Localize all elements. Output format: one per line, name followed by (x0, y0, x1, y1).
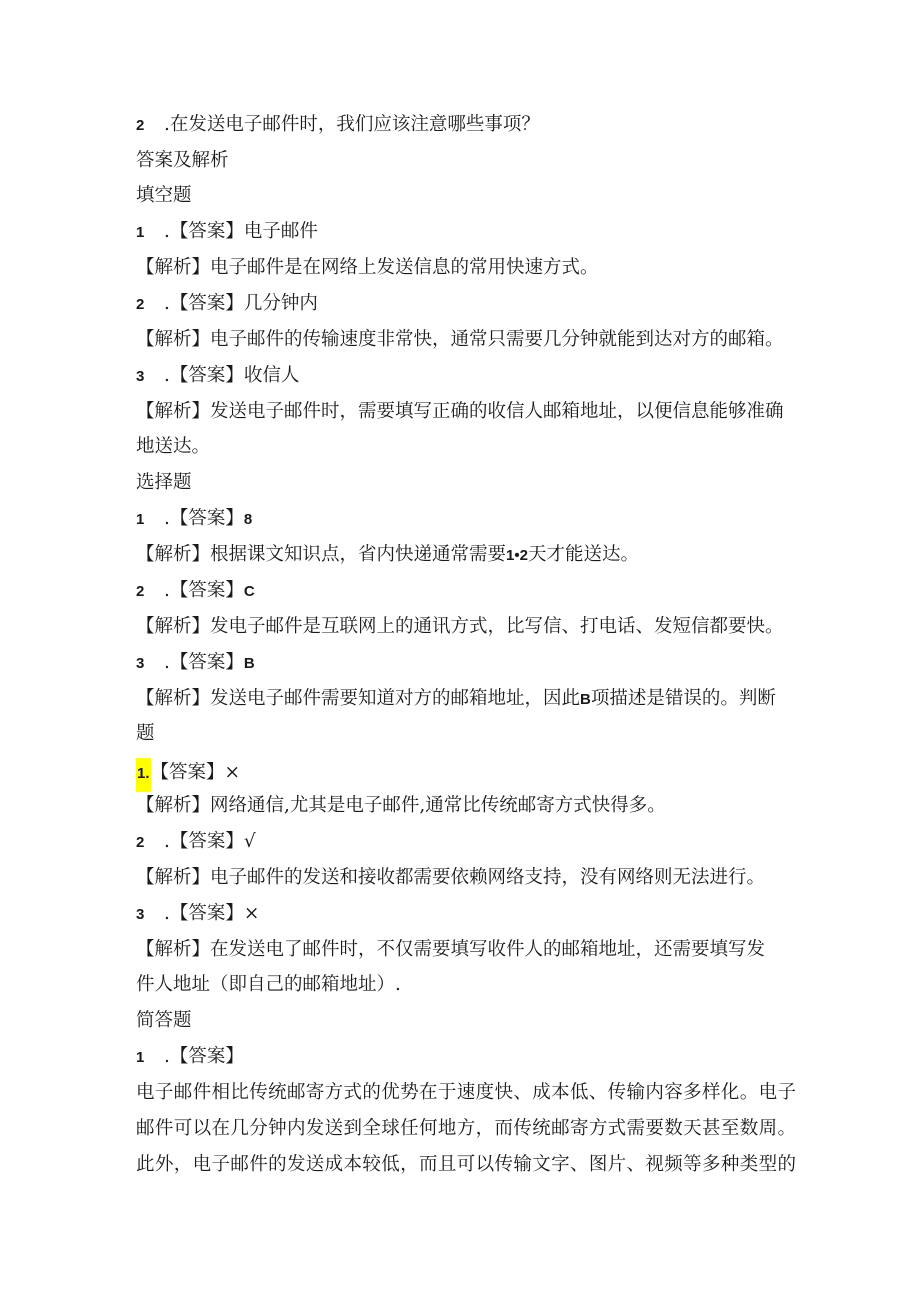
question-2 (136, 113, 796, 138)
answer-text: .【答案】收信人 (164, 365, 300, 386)
fill-analysis-2: 【解析】电子邮件的传输速度非常快，通常只需要几分钟就能到达对方的邮箱。 (136, 329, 784, 350)
choice-analysis-3-line-1 (136, 687, 796, 712)
judge-analysis-3-line-2: 件人地址（即自己的邮箱地址）. (136, 974, 401, 995)
choice-section-heading: 选择题 (136, 472, 192, 493)
short-answer-body-line-1: 电子邮件相比传统邮寄方式的优势在于速度快、成本低、传输内容多样化。电子 (136, 1082, 796, 1103)
question-number: 2 (136, 117, 145, 134)
answers-heading: 答案及解析 (136, 150, 229, 171)
answer-text: .【答案】电子邮件 (164, 221, 318, 242)
item-number: 2 (136, 583, 145, 600)
judge-analysis-1: 【解析】网络通信,尤其是电子邮件,通常比传统邮寄方式快得多。 (136, 795, 666, 816)
judge-answer-2 (136, 830, 796, 855)
fill-answer-3 (136, 364, 796, 389)
choice-analysis-2: 【解析】发电子邮件是互联网上的通讯方式，比写信、打电话、发短信都要快。 (136, 616, 784, 637)
answer-letter: C (243, 583, 255, 600)
analysis-letter: B (580, 691, 591, 708)
judge-answer-3 (136, 902, 796, 927)
item-number: 3 (136, 906, 145, 923)
fill-answer-1 (136, 220, 796, 245)
fill-analysis-3-line-1: 【解析】发送电子邮件时，需要填写正确的收信人邮箱地址，以便信息能够准确 (136, 401, 784, 422)
choice-answer-2 (136, 579, 796, 604)
item-number: 1 (136, 1049, 145, 1066)
answer-letter: B (243, 655, 255, 672)
analysis-text-a: 【解析】根据课文知识点，省内快递通常需要 (136, 544, 507, 565)
question-text: .在发送电子邮件时，我们应该注意哪些事项？ (164, 114, 540, 135)
answer-prefix: .【答案】 (164, 652, 244, 673)
analysis-number: 1•2 (506, 547, 528, 564)
judge-answer-1 (136, 758, 796, 792)
short-answer-body-line-2: 邮件可以在几分钟内发送到全球任何地方，而传统邮寄方式需要数天甚至数周。 (136, 1118, 796, 1139)
item-number: 2 (136, 296, 145, 313)
answer-text: 【答案】× (150, 762, 241, 783)
answer-prefix: .【答案】 (164, 508, 244, 529)
fill-answer-2 (136, 292, 796, 317)
short-answer-body-line-3: 此外，电子邮件的发送成本较低，而且可以传输文字、图片、视频等多种类型的 (136, 1154, 796, 1175)
answer-text: .【答案】× (164, 903, 260, 924)
judge-analysis-2: 【解析】电子邮件的发送和接收都需要依赖网络支持，没有网络则无法进行。 (136, 867, 766, 888)
fill-section-heading: 填空题 (136, 185, 192, 206)
choice-answer-3 (136, 651, 796, 676)
item-number: 2 (136, 834, 145, 851)
choice-answer-1 (136, 507, 796, 532)
highlighted-item-number: 1. (136, 758, 151, 792)
short-section-heading: 简答题 (136, 1010, 192, 1031)
judge-analysis-3-line-1: 【解析】在发送电了邮件时，不仅需要填写收件人的邮箱地址，还需要填写发 (136, 939, 766, 960)
short-answer-1 (136, 1045, 796, 1070)
choice-analysis-1 (136, 543, 796, 568)
item-number: 3 (136, 655, 145, 672)
answer-text: .【答案】几分钟内 (164, 293, 318, 314)
fill-analysis-3-line-2: 地送达。 (136, 436, 211, 457)
item-number: 1 (136, 224, 145, 241)
analysis-text-b: 天才能送达。 (527, 544, 639, 565)
fill-analysis-1: 【解析】电子邮件是在网络上发送信息的常用快速方式。 (136, 257, 599, 278)
choice-analysis-3-line-2: 题 (136, 723, 155, 744)
item-number: 1 (136, 511, 145, 528)
item-number: 3 (136, 368, 145, 385)
answer-letter: 8 (243, 511, 253, 528)
answer-text: .【答案】 (164, 1046, 244, 1067)
answer-text: .【答案】√ (164, 831, 256, 852)
analysis-text-b: 项描述是错误的。判断 (590, 688, 776, 709)
answer-prefix: .【答案】 (164, 580, 244, 601)
analysis-text-a: 【解析】发送电子邮件需要知道对方的邮箱地址，因此 (136, 688, 581, 709)
